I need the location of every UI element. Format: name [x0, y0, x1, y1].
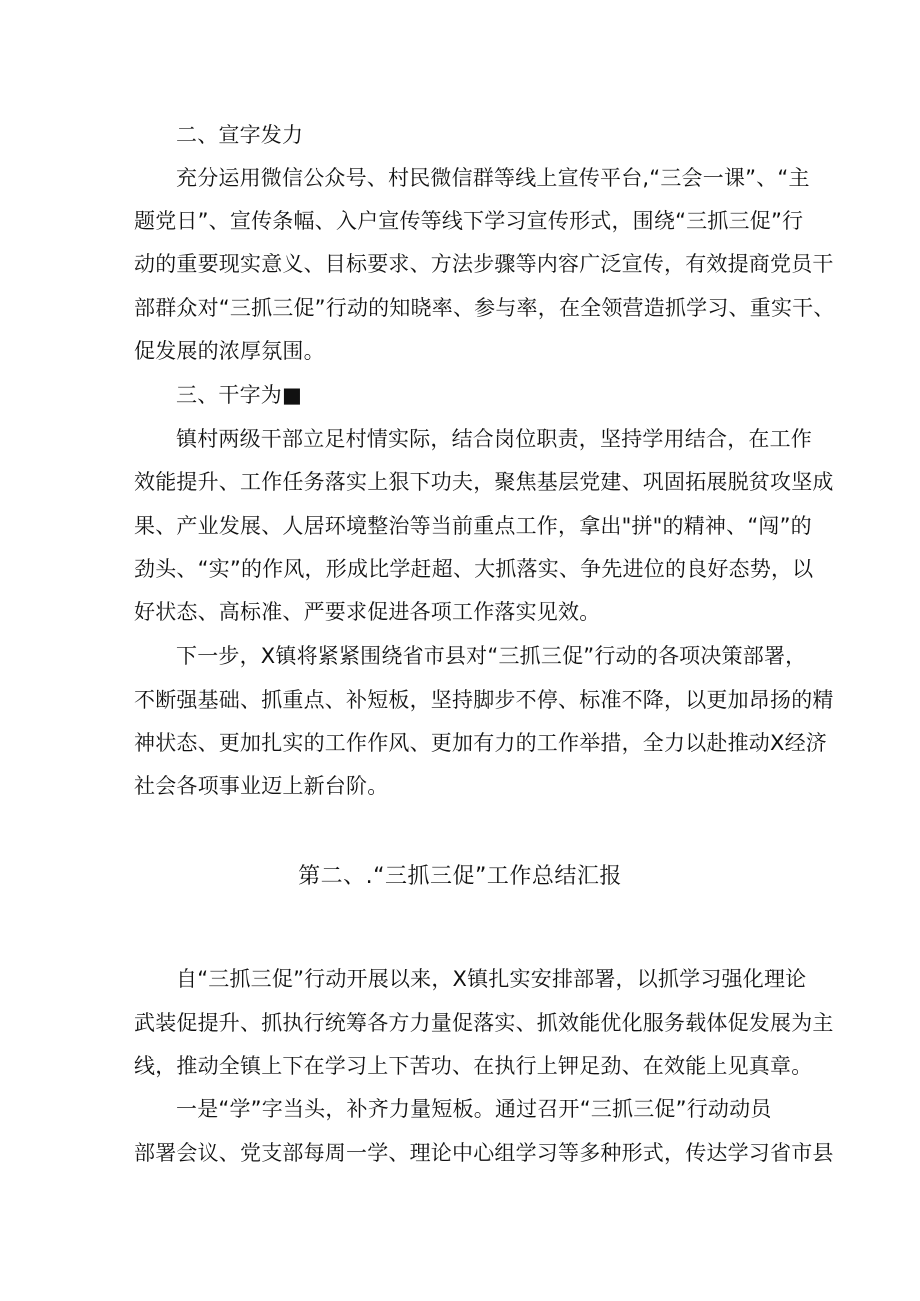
- paragraph-line: 线，推动全镇上下在学习上下苦功、在执行上钾足劲、在效能上见真章。: [134, 1054, 813, 1078]
- paragraph-line: 题党日”、宣传条幅、入户宣传等线下学习宣传形式，围绕“三抓三促”行: [134, 209, 804, 233]
- paragraph-line: 武装促提升、抓执行统筹各方力量促落实、抓效能优化服务载体促发展为主: [134, 1011, 834, 1035]
- paragraph-line: 社会各项事业迈上新台阶。: [134, 774, 389, 798]
- paragraph-line: 充分运用微信公众号、村民微信群等线上宣传平台,“三会一课”、“主: [176, 166, 810, 190]
- paragraph-line: 部群众对“三抓三促”行动的知晓率、参与率，在全领营造抓学习、重实干、: [134, 296, 835, 320]
- section-heading: 二、宣字发力: [176, 123, 304, 147]
- paragraph-line: 促发展的浓厚氛围。: [134, 339, 325, 363]
- paragraph-line: 一是“学”字当头，补齐力量短板。通过召开“三抓三促”行动动员: [176, 1097, 772, 1121]
- paragraph-line: 果、产业发展、人居环境整治等当前重点工作，拿出"拼"的精神、“闯”的: [134, 514, 812, 538]
- paragraph-line: 效能提升、工作任务落实上狠下功夫，聚焦基层党建、巩固拓展脱贫攻坚成: [134, 470, 834, 494]
- paragraph-line: 部署会议、党支部每周一学、理论中心组学习等多种形式，传达学习省市县: [134, 1141, 834, 1165]
- paragraph-line: 好状态、高标准、严要求促进各项工作落实见效。: [134, 600, 601, 624]
- paragraph-line: 镇村两级干部立足村情实际，结合岗位职责，坚持学用结合，在工作: [176, 427, 812, 451]
- paragraph-line: 动的重要现实意义、目标要求、方法步骤等内容广泛宣传，有效提商党员干: [134, 252, 834, 276]
- chapter-title: 第二、.“三抓三促”工作总结汇报: [298, 864, 622, 889]
- paragraph-line: 自“三抓三促”行动开展以来，X镇扎实安排部署，以抓学习强化理论: [176, 967, 807, 991]
- paragraph-line: 不断强基础、抓重点、补短板，坚持脚步不停、标准不降，以更加昂扬的精: [134, 688, 834, 712]
- paragraph-line: 神状态、更加扎实的工作作风、更加有力的工作举措，全力以赴推动X经济: [134, 731, 827, 755]
- paragraph-line: 下一步，X镇将紧紧围绕省市县对“三抓三促”行动的各项决策部署，: [176, 644, 807, 668]
- paragraph-line: 劲头、“实”的作风，形成比学赶超、大抓落实、争先进位的良好态势，以: [134, 557, 814, 581]
- section-heading: 三、干字为■: [176, 383, 303, 407]
